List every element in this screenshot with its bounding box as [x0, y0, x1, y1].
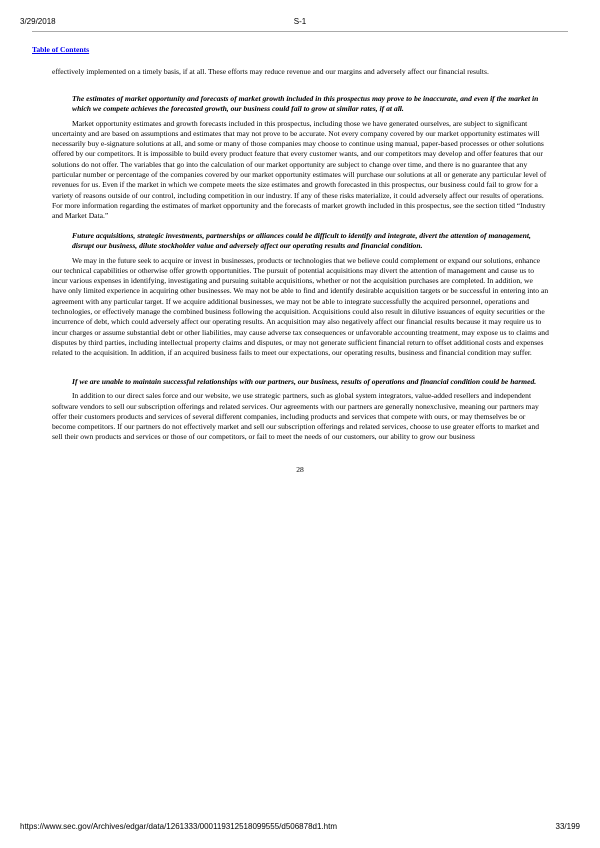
- source-url: https://www.sec.gov/Archives/edgar/data/1261333/000119312518099555/d506878d1.htm: [20, 822, 337, 831]
- form-title: S-1: [293, 17, 307, 26]
- section-heading: If we are unable to maintain successful relationships with our partners, our business, results of operations and financial condition could be harmed.: [72, 377, 537, 386]
- section-body: In addition to our direct sales force and our website, we use strategic partners, such as global system integrators, value-added resellers and independent software vendors to sell our subscription offerings and related services. Our agreements with our partners are generally nonexclusive, meaning our partners may offer their customers products and services of several different companies, including products and services that compete with ours, or may themselves be or become competitors. If our partners do not effectively market and sell our subscription offerings and related services, choose to use greater efforts to market and sell their own products and services or those of our competitors, or fail to meet the needs of our customers, our ability to grow our business: [52, 391, 540, 442]
- section-partners: [52, 377, 549, 443]
- page-count: 33/199: [555, 822, 580, 831]
- print-date: 3/29/2018: [20, 17, 56, 26]
- section-heading: The estimates of market opportunity and forecasts of market growth included in this prospectus may prove to be inaccurate, and even if the market in which we compete achieves the forecasted growth, our business could fail to grow at similar rates, if at all.: [72, 94, 539, 114]
- section-body: We may in the future seek to acquire or invest in businesses, products or technologies that we believe could complement or expand our solutions, enhance our technical capabilities or otherwise offer growth opportunities. The pursuit of potential acquisitions may divert the attention of management and cause us to incur various expenses in identifying, investigating and pursuing suitable acquisitions, whether or not the acquisition purchases are completed. In addition, we have only limited experience in acquiring other businesses. We may not be able to find and identify desirable acquisition targets or be successful in entering into an agreement with any particular target. If we acquire additional businesses, we may not be able to integrate successfully the acquired personnel, operations and technologies, or effectively manage the combined business following the acquisition. Acquisitions could also result in dilutive issuances of equity securities or the incurrence of debt, which could adversely affect our operating results. An acquisition may also negatively affect our financial results because it may require us to incur charges or assume substantial debt or other liabilities, may cause adverse tax consequences or unfavorable accounting treatment, may expose us to claims and disputes by third parties, including intellectual property claims and disputes, or may not generate sufficient financial return to offset additional costs and expenses related to the acquisition. In addition, if an acquired business fails to meet our expectations, our operating results, business and financial condition may suffer.: [52, 255, 549, 358]
- section-market-opportunity: [52, 94, 549, 222]
- section-acquisitions: [52, 231, 549, 359]
- section-heading: Future acquisitions, strategic investments, partnerships or alliances could be difficult to identify and integrate, divert the attention of management, disrupt our business, dilute stockholder value and adversely affect our operating results and financial condition.: [72, 231, 531, 251]
- table-of-contents-link[interactable]: Table of Contents: [32, 45, 90, 54]
- section-body: Market opportunity estimates and growth forecasts included in this prospectus, including those we have generated ourselves, are subject to significant uncertainty and are based on assumptions and estimates that may not prove to be accurate. Not every company covered by our market opportunity estimates will necessarily buy e-signature solutions at all, and some or many of those companies may choose to continue using manual, paper-based processes or other solutions offered by our competitors. It is impossible to build every product feature that every customer wants, and our competitors may develop and offer features that our solutions do not offer. The variables that go into the calculation of our market opportunity are subject to change over time, and there is no guarantee that any particular number or percentage of the companies covered by our market opportunity estimates will purchase our solutions at all or generate any particular level of revenues for us. Even if the market in which we compete meets the size estimates and growth forecasted in this prospectus, our business could fail to grow for a variety of reasons outside of our control, including competition in our industry. If any of these risks materialize, it could adversely affect our results of operations. For more information regarding the estimates of market opportunity and the forecasts of market growth included in this prospectus, see the section titled “Industry and Market Data.”: [52, 118, 547, 221]
- header-divider: [32, 31, 568, 32]
- page-number: 28: [296, 465, 304, 474]
- intro-text: [52, 67, 549, 77]
- intro-paragraph: effectively implemented on a timely basis, if at all. These efforts may reduce revenue and our margins and adversely affect our financial results.: [52, 67, 489, 76]
